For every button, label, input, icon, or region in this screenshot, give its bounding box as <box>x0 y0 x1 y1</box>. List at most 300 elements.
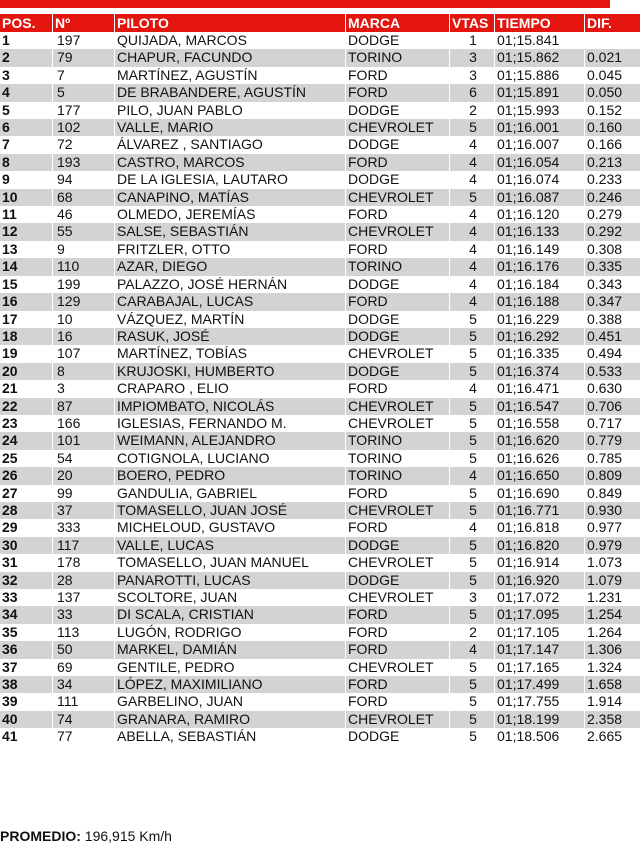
cell-brand: FORD <box>345 624 449 641</box>
cell-number: 111 <box>52 693 114 710</box>
cell-difference: 0.213 <box>584 154 640 171</box>
table-row <box>0 32 640 49</box>
cell-number: 33 <box>52 606 114 623</box>
cell-pos: 2 <box>0 49 52 66</box>
cell-time: 01;16.054 <box>494 154 584 171</box>
cell-pos: 35 <box>0 624 52 641</box>
table-row <box>0 502 640 519</box>
cell-pos: 23 <box>0 415 52 432</box>
cell-number: 55 <box>52 223 114 240</box>
cell-brand: DODGE <box>345 276 449 293</box>
table-row <box>0 432 640 449</box>
average-speed-value: 196,915 Km/h <box>84 828 172 844</box>
cell-brand: CHEVROLET <box>345 659 449 676</box>
cell-time: 01;16.914 <box>494 554 584 571</box>
cell-driver: IGLESIAS, FERNANDO M. <box>114 415 345 432</box>
cell-difference: 0.347 <box>584 293 640 310</box>
cell-difference: 0.308 <box>584 241 640 258</box>
cell-number: 74 <box>52 711 114 728</box>
cell-brand: FORD <box>345 606 449 623</box>
cell-number: 101 <box>52 432 114 449</box>
cell-time: 01;15.862 <box>494 49 584 66</box>
cell-time: 01;16.001 <box>494 119 584 136</box>
cell-difference: 0.785 <box>584 450 640 467</box>
cell-difference: 0.630 <box>584 380 640 397</box>
table-row <box>0 641 640 658</box>
col-header-marca[interactable]: MARCA <box>345 14 449 32</box>
cell-driver: ABELLA, SEBASTIÁN <box>114 728 345 745</box>
cell-difference: 0.979 <box>584 537 640 554</box>
cell-difference: 0.152 <box>584 102 640 119</box>
cell-time: 01;16.229 <box>494 311 584 328</box>
col-header-piloto[interactable]: PILOTO <box>114 14 345 32</box>
cell-difference <box>584 32 640 49</box>
cell-time: 01;16.074 <box>494 171 584 188</box>
cell-driver: SCOLTORE, JUAN <box>114 589 345 606</box>
cell-driver: GANDULIA, GABRIEL <box>114 485 345 502</box>
cell-driver: IMPIOMBATO, NICOLÁS <box>114 398 345 415</box>
cell-difference: 1.914 <box>584 693 640 710</box>
cell-driver: DE BRABANDERE, AGUSTÍN <box>114 84 345 101</box>
cell-pos: 16 <box>0 293 52 310</box>
cell-driver: MARTÍNEZ, TOBÍAS <box>114 345 345 362</box>
cell-pos: 28 <box>0 502 52 519</box>
cell-driver: DE LA IGLESIA, LAUTARO <box>114 171 345 188</box>
table-row <box>0 136 640 153</box>
cell-brand: FORD <box>345 241 449 258</box>
cell-time: 01;16.771 <box>494 502 584 519</box>
cell-driver: TOMASELLO, JUAN MANUEL <box>114 554 345 571</box>
cell-time: 01;16.374 <box>494 363 584 380</box>
cell-pos: 8 <box>0 154 52 171</box>
table-row <box>0 606 640 623</box>
cell-pos: 20 <box>0 363 52 380</box>
cell-time: 01;16.335 <box>494 345 584 362</box>
cell-driver: CARABAJAL, LUCAS <box>114 293 345 310</box>
cell-number: 5 <box>52 84 114 101</box>
cell-pos: 21 <box>0 380 52 397</box>
col-header-pos[interactable]: POS. <box>0 14 52 32</box>
cell-number: 9 <box>52 241 114 258</box>
table-row <box>0 293 640 310</box>
cell-pos: 26 <box>0 467 52 484</box>
cell-laps: 5 <box>449 328 494 345</box>
table-row <box>0 154 640 171</box>
cell-laps: 4 <box>449 136 494 153</box>
cell-time: 01;16.188 <box>494 293 584 310</box>
cell-brand: DODGE <box>345 363 449 380</box>
cell-brand: CHEVROLET <box>345 223 449 240</box>
cell-difference: 0.849 <box>584 485 640 502</box>
cell-number: 166 <box>52 415 114 432</box>
cell-pos: 36 <box>0 641 52 658</box>
cell-laps: 5 <box>449 711 494 728</box>
cell-pos: 27 <box>0 485 52 502</box>
cell-number: 20 <box>52 467 114 484</box>
cell-time: 01;16.120 <box>494 206 584 223</box>
cell-difference: 0.045 <box>584 67 640 84</box>
cell-number: 72 <box>52 136 114 153</box>
cell-time: 01;17.165 <box>494 659 584 676</box>
table-row <box>0 67 640 84</box>
cell-number: 16 <box>52 328 114 345</box>
cell-number: 3 <box>52 380 114 397</box>
cell-time: 01;16.626 <box>494 450 584 467</box>
cell-difference: 0.388 <box>584 311 640 328</box>
cell-pos: 40 <box>0 711 52 728</box>
results-table <box>0 14 640 746</box>
cell-brand: DODGE <box>345 102 449 119</box>
cell-time: 01;17.755 <box>494 693 584 710</box>
cell-difference: 0.717 <box>584 415 640 432</box>
cell-time: 01;17.147 <box>494 641 584 658</box>
cell-driver: MICHELOUD, GUSTAVO <box>114 519 345 536</box>
cell-brand: CHEVROLET <box>345 502 449 519</box>
cell-driver: GARBELINO, JUAN <box>114 693 345 710</box>
cell-laps: 4 <box>449 154 494 171</box>
table-row <box>0 119 640 136</box>
cell-time: 01;18.199 <box>494 711 584 728</box>
cell-pos: 6 <box>0 119 52 136</box>
table-row <box>0 102 640 119</box>
cell-driver: RASUK, JOSÉ <box>114 328 345 345</box>
cell-time: 01;16.007 <box>494 136 584 153</box>
cell-brand: FORD <box>345 293 449 310</box>
cell-number: 79 <box>52 49 114 66</box>
cell-difference: 0.779 <box>584 432 640 449</box>
cell-number: 177 <box>52 102 114 119</box>
cell-driver: QUIJADA, MARCOS <box>114 32 345 49</box>
cell-pos: 22 <box>0 398 52 415</box>
cell-pos: 29 <box>0 519 52 536</box>
cell-difference: 0.706 <box>584 398 640 415</box>
cell-time: 01;15.886 <box>494 67 584 84</box>
cell-number: 199 <box>52 276 114 293</box>
cell-difference: 0.050 <box>584 84 640 101</box>
cell-laps: 2 <box>449 624 494 641</box>
cell-number: 178 <box>52 554 114 571</box>
cell-pos: 7 <box>0 136 52 153</box>
table-row <box>0 206 640 223</box>
cell-brand: FORD <box>345 84 449 101</box>
table-row <box>0 676 640 693</box>
cell-number: 34 <box>52 676 114 693</box>
cell-driver: LUGÓN, RODRIGO <box>114 624 345 641</box>
cell-laps: 5 <box>449 189 494 206</box>
cell-brand: DODGE <box>345 728 449 745</box>
table-row <box>0 49 640 66</box>
cell-time: 01;17.499 <box>494 676 584 693</box>
cell-laps: 3 <box>449 589 494 606</box>
cell-pos: 12 <box>0 223 52 240</box>
cell-brand: CHEVROLET <box>345 398 449 415</box>
cell-difference: 1.324 <box>584 659 640 676</box>
cell-brand: CHEVROLET <box>345 415 449 432</box>
cell-driver: GENTILE, PEDRO <box>114 659 345 676</box>
cell-laps: 5 <box>449 537 494 554</box>
cell-time: 01;16.292 <box>494 328 584 345</box>
cell-driver: MARTÍNEZ, AGUSTÍN <box>114 67 345 84</box>
cell-brand: DODGE <box>345 311 449 328</box>
cell-difference: 1.658 <box>584 676 640 693</box>
cell-laps: 4 <box>449 380 494 397</box>
cell-time: 01;17.095 <box>494 606 584 623</box>
cell-brand: CHEVROLET <box>345 711 449 728</box>
cell-difference: 0.335 <box>584 258 640 275</box>
cell-brand: FORD <box>345 154 449 171</box>
cell-difference: 0.451 <box>584 328 640 345</box>
cell-laps: 2 <box>449 102 494 119</box>
cell-difference: 2.358 <box>584 711 640 728</box>
cell-time: 01;16.818 <box>494 519 584 536</box>
cell-driver: VALLE, LUCAS <box>114 537 345 554</box>
col-header-vtas[interactable]: VTAS <box>449 14 494 32</box>
col-header-dif[interactable]: DIF. <box>584 14 640 32</box>
cell-time: 01;16.690 <box>494 485 584 502</box>
cell-difference: 0.279 <box>584 206 640 223</box>
cell-driver: FRITZLER, OTTO <box>114 241 345 258</box>
cell-laps: 5 <box>449 728 494 745</box>
cell-time: 01;16.184 <box>494 276 584 293</box>
cell-laps: 5 <box>449 363 494 380</box>
cell-brand: TORINO <box>345 49 449 66</box>
cell-brand: DODGE <box>345 537 449 554</box>
col-header-num[interactable]: Nº <box>52 14 114 32</box>
cell-brand: CHEVROLET <box>345 554 449 571</box>
cell-laps: 4 <box>449 641 494 658</box>
cell-pos: 19 <box>0 345 52 362</box>
cell-pos: 5 <box>0 102 52 119</box>
table-row <box>0 711 640 728</box>
cell-driver: TOMASELLO, JUAN JOSÉ <box>114 502 345 519</box>
cell-pos: 9 <box>0 171 52 188</box>
cell-time: 01;16.620 <box>494 432 584 449</box>
cell-number: 102 <box>52 119 114 136</box>
cell-pos: 32 <box>0 572 52 589</box>
cell-time: 01;16.820 <box>494 537 584 554</box>
cell-difference: 0.533 <box>584 363 640 380</box>
cell-laps: 3 <box>449 67 494 84</box>
cell-laps: 5 <box>449 119 494 136</box>
cell-difference: 1.264 <box>584 624 640 641</box>
cell-laps: 5 <box>449 345 494 362</box>
average-speed-label: PROMEDIO: <box>0 828 81 844</box>
cell-difference: 1.073 <box>584 554 640 571</box>
cell-driver: CANAPINO, MATÍAS <box>114 189 345 206</box>
table-row <box>0 363 640 380</box>
table-row <box>0 485 640 502</box>
cell-time: 01;15.841 <box>494 32 584 49</box>
cell-laps: 5 <box>449 502 494 519</box>
cell-laps: 4 <box>449 171 494 188</box>
average-speed <box>0 828 172 844</box>
cell-pos: 17 <box>0 311 52 328</box>
cell-number: 129 <box>52 293 114 310</box>
cell-time: 01;15.891 <box>494 84 584 101</box>
table-row <box>0 241 640 258</box>
cell-pos: 3 <box>0 67 52 84</box>
table-row <box>0 380 640 397</box>
table-row <box>0 276 640 293</box>
table-row <box>0 572 640 589</box>
cell-pos: 31 <box>0 554 52 571</box>
cell-number: 107 <box>52 345 114 362</box>
table-row <box>0 659 640 676</box>
cell-difference: 0.166 <box>584 136 640 153</box>
cell-time: 01;17.105 <box>494 624 584 641</box>
cell-driver: CHAPUR, FACUNDO <box>114 49 345 66</box>
cell-brand: FORD <box>345 693 449 710</box>
cell-number: 50 <box>52 641 114 658</box>
cell-brand: TORINO <box>345 258 449 275</box>
cell-number: 110 <box>52 258 114 275</box>
cell-brand: FORD <box>345 206 449 223</box>
cell-driver: PALAZZO, JOSÉ HERNÁN <box>114 276 345 293</box>
cell-time: 01;16.547 <box>494 398 584 415</box>
cell-pos: 11 <box>0 206 52 223</box>
cell-time: 01;16.149 <box>494 241 584 258</box>
cell-pos: 18 <box>0 328 52 345</box>
cell-number: 7 <box>52 67 114 84</box>
cell-number: 87 <box>52 398 114 415</box>
cell-driver: KRUJOSKI, HUMBERTO <box>114 363 345 380</box>
cell-brand: FORD <box>345 519 449 536</box>
cell-brand: FORD <box>345 676 449 693</box>
table-row <box>0 415 640 432</box>
cell-brand: DODGE <box>345 328 449 345</box>
cell-pos: 30 <box>0 537 52 554</box>
cell-laps: 5 <box>449 450 494 467</box>
cell-pos: 37 <box>0 659 52 676</box>
cell-driver: ÁLVAREZ , SANTIAGO <box>114 136 345 153</box>
cell-pos: 14 <box>0 258 52 275</box>
cell-difference: 0.977 <box>584 519 640 536</box>
cell-number: 333 <box>52 519 114 536</box>
cell-brand: CHEVROLET <box>345 119 449 136</box>
cell-time: 01;16.471 <box>494 380 584 397</box>
table-row <box>0 519 640 536</box>
cell-number: 77 <box>52 728 114 745</box>
cell-brand: TORINO <box>345 450 449 467</box>
cell-laps: 5 <box>449 415 494 432</box>
cell-laps: 4 <box>449 293 494 310</box>
table-row <box>0 171 640 188</box>
cell-difference: 1.254 <box>584 606 640 623</box>
cell-difference: 2.665 <box>584 728 640 745</box>
cell-difference: 0.809 <box>584 467 640 484</box>
cell-time: 01;16.087 <box>494 189 584 206</box>
cell-time: 01;16.133 <box>494 223 584 240</box>
header-row <box>0 14 640 32</box>
cell-driver: VÁZQUEZ, MARTÍN <box>114 311 345 328</box>
cell-number: 197 <box>52 32 114 49</box>
cell-laps: 4 <box>449 276 494 293</box>
cell-driver: LÓPEZ, MAXIMILIANO <box>114 676 345 693</box>
cell-laps: 5 <box>449 432 494 449</box>
cell-driver: MARKEL, DAMIÁN <box>114 641 345 658</box>
cell-laps: 5 <box>449 659 494 676</box>
cell-pos: 34 <box>0 606 52 623</box>
table-row <box>0 311 640 328</box>
cell-brand: FORD <box>345 67 449 84</box>
table-row <box>0 345 640 362</box>
cell-pos: 38 <box>0 676 52 693</box>
cell-time: 01;17.072 <box>494 589 584 606</box>
cell-number: 54 <box>52 450 114 467</box>
table-row <box>0 398 640 415</box>
table-row <box>0 467 640 484</box>
cell-brand: DODGE <box>345 32 449 49</box>
cell-driver: CASTRO, MARCOS <box>114 154 345 171</box>
cell-laps: 4 <box>449 223 494 240</box>
cell-difference: 0.233 <box>584 171 640 188</box>
cell-brand: CHEVROLET <box>345 345 449 362</box>
cell-number: 46 <box>52 206 114 223</box>
cell-driver: PANAROTTI, LUCAS <box>114 572 345 589</box>
cell-difference: 1.306 <box>584 641 640 658</box>
cell-difference: 0.930 <box>584 502 640 519</box>
cell-driver: COTIGNOLA, LUCIANO <box>114 450 345 467</box>
table-row <box>0 589 640 606</box>
cell-pos: 33 <box>0 589 52 606</box>
cell-number: 99 <box>52 485 114 502</box>
cell-laps: 6 <box>449 84 494 101</box>
cell-driver: BOERO, PEDRO <box>114 467 345 484</box>
table-row <box>0 450 640 467</box>
cell-number: 117 <box>52 537 114 554</box>
cell-time: 01;16.558 <box>494 415 584 432</box>
cell-laps: 5 <box>449 554 494 571</box>
cell-difference: 0.160 <box>584 119 640 136</box>
cell-time: 01;18.506 <box>494 728 584 745</box>
cell-laps: 4 <box>449 467 494 484</box>
cell-pos: 24 <box>0 432 52 449</box>
cell-brand: DODGE <box>345 136 449 153</box>
table-row <box>0 693 640 710</box>
cell-laps: 5 <box>449 676 494 693</box>
cell-laps: 5 <box>449 398 494 415</box>
cell-driver: GRANARA, RAMIRO <box>114 711 345 728</box>
cell-laps: 5 <box>449 693 494 710</box>
cell-pos: 13 <box>0 241 52 258</box>
cell-driver: OLMEDO, JEREMÍAS <box>114 206 345 223</box>
cell-difference: 0.494 <box>584 345 640 362</box>
table-row <box>0 554 640 571</box>
title-banner <box>0 0 610 8</box>
cell-time: 01;16.920 <box>494 572 584 589</box>
cell-number: 69 <box>52 659 114 676</box>
col-header-tiempo[interactable]: TIEMPO <box>494 14 584 32</box>
cell-driver: AZAR, DIEGO <box>114 258 345 275</box>
table-row <box>0 537 640 554</box>
cell-laps: 5 <box>449 606 494 623</box>
cell-difference: 0.246 <box>584 189 640 206</box>
cell-number: 28 <box>52 572 114 589</box>
table-row <box>0 189 640 206</box>
cell-pos: 25 <box>0 450 52 467</box>
cell-laps: 4 <box>449 206 494 223</box>
cell-pos: 15 <box>0 276 52 293</box>
cell-laps: 1 <box>449 32 494 49</box>
cell-laps: 5 <box>449 311 494 328</box>
cell-number: 68 <box>52 189 114 206</box>
cell-pos: 39 <box>0 693 52 710</box>
cell-laps: 4 <box>449 258 494 275</box>
cell-brand: TORINO <box>345 432 449 449</box>
cell-difference: 1.079 <box>584 572 640 589</box>
cell-pos: 41 <box>0 728 52 745</box>
cell-difference: 0.343 <box>584 276 640 293</box>
